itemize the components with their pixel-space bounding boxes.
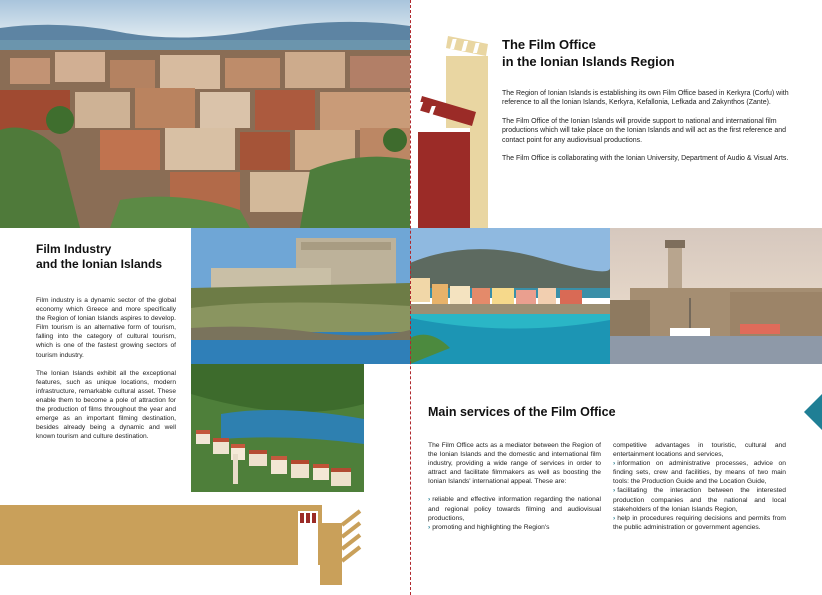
clapperboard-icon — [416, 34, 498, 230]
film-industry-paragraph: Film industry is a dynamic sector of the global economy which Greece and more specifically the Region of Ionian Islands aspires to develop. Film tourism is an alternative form of tourism, falling into the category of cultural tourism, which is one of the fastest growing sectors of tourism industry. — [36, 297, 176, 359]
service-item — [613, 514, 786, 532]
service-item-text: promoting and highlighting the Region's — [432, 523, 550, 531]
film-industry-title — [36, 242, 186, 272]
page-tab-arrow-icon[interactable] — [804, 394, 822, 430]
gold-band — [0, 505, 322, 565]
film-industry-paragraph: The Ionian Islands exhibit all the exceptional features, such as unique locations, modern infrastructure, remarkable cultural asset. These enable them to become a pole of attraction for the production of films throughout the year and emerge as an important filming destination, besides already being a dynamic and well known tourism and culture destination. — [36, 369, 176, 441]
service-item-text: reliable and effective information regarding the national and regional policy towards filming and audiovisual productions, — [428, 496, 601, 522]
corfu-town-photo — [0, 0, 410, 228]
fortress-coast-photo — [191, 228, 410, 364]
service-item — [428, 495, 601, 522]
film-office-title-line2: in the Ionian Islands Region — [502, 54, 675, 69]
bullet-chevron-icon: › — [428, 496, 431, 504]
film-office-title — [502, 36, 802, 70]
main-services-left-column — [428, 441, 601, 532]
film-office-title-line1: The Film Office — [502, 37, 596, 52]
film-office-paragraph: The Film Office is collaborating with the Ionian University, Department of Audio & Visual Arts. — [502, 155, 789, 163]
film-industry-body — [36, 296, 176, 450]
bullet-chevron-icon: › — [428, 523, 431, 531]
lighthouse-harbour-photo — [610, 228, 822, 364]
service-item-continuation: competitive advantages in touristic, cultural and entertainment locations and services, — [613, 442, 786, 459]
service-item — [613, 459, 786, 486]
film-strip-icon — [292, 503, 368, 589]
main-services-intro: The Film Office acts as a mediator between the Region of the Ionian Islands and the domestic and international film industry, providing a wide range of services in order to attract and facilitate filmmakers as well as boosting the Ionian Islands' international appeal. These are: — [428, 442, 601, 486]
bullet-chevron-icon: › — [613, 487, 616, 495]
service-item — [428, 523, 601, 532]
bullet-chevron-icon: › — [613, 514, 616, 522]
film-office-paragraph: The Film Office of the Ionian Islands will provide support to national and international film productions which will take place on the Ionian Islands and will act as the first reference and contact point for any audiovisual productions. — [502, 117, 787, 144]
service-item — [613, 486, 786, 513]
service-item-text: facilitating the interaction between the interested production companies and the national and local stakeholders of the Ionian Islands Region, — [613, 487, 786, 513]
film-office-body — [502, 89, 790, 172]
service-item-text: help in procedures requiring decisions and permits from the public administration or government agencies. — [613, 514, 786, 531]
film-industry-title-line1: Film Industry — [36, 242, 112, 256]
main-services-right-column — [613, 441, 786, 532]
main-services-title: Main services of the Film Office — [428, 405, 616, 419]
film-industry-title-line2: and the Ionian Islands — [36, 257, 163, 271]
film-office-paragraph: The Region of Ionian Islands is establishing its own Film Office based in Kerkyra (Corfu) with reference to all the Ionian Islands, Kerkyra, Kefallonia, Lefkada and Zakynthos (Zante). — [502, 90, 789, 107]
service-item-text: information on administrative processes, advice on finding sets, crew and facilities, by means of two main tools: the Production Guide and the Location Guide, — [613, 460, 786, 486]
bullet-chevron-icon: › — [613, 460, 616, 468]
page-divider — [410, 0, 411, 595]
harbour-village-photo — [191, 364, 364, 492]
assos-village-photo — [410, 228, 610, 364]
